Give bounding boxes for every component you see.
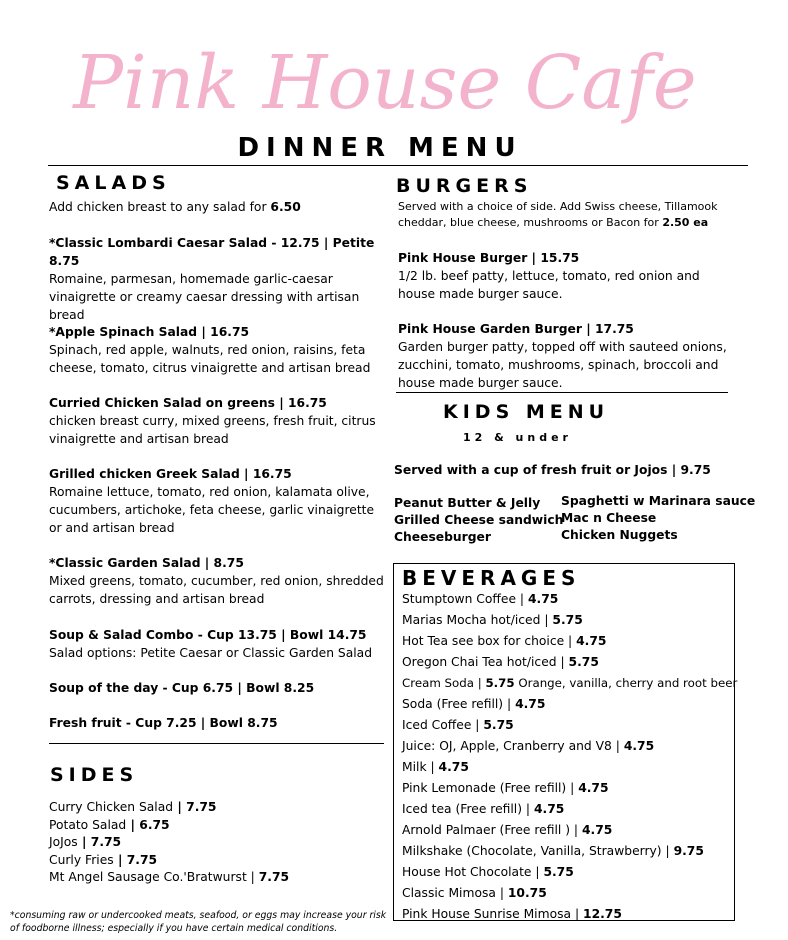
beverage-item: Milk | 4.75 [402, 760, 469, 774]
side-item: JoJos | 7.75 [49, 835, 122, 849]
burger-desc: Garden burger patty, topped off with sauteed onions, zucchini, tomato, mushrooms, spinach, broccoli and house made burger sauce. [398, 340, 727, 390]
salad-item [49, 554, 384, 608]
salad-name: *Classic Lombardi Caesar Salad - 12.75 | Petite 8.75 [49, 236, 375, 268]
salads-divider [49, 743, 384, 744]
side-item: Curry Chicken Salad | 7.75 [49, 800, 217, 814]
beverage-item: Hot Tea see box for choice | 4.75 [402, 634, 607, 648]
beverage-item: Pink Lemonade (Free refill) | 4.75 [402, 781, 609, 795]
salad-item [49, 626, 384, 662]
beverage-item: Soda (Free refill) | 4.75 [402, 697, 546, 711]
side-item: Potato Salad | 6.75 [49, 817, 170, 832]
salad-name: *Classic Garden Salad | 8.75 [49, 556, 244, 570]
cafe-logo [0, 0, 788, 140]
kids-heading: KIDS MENU [443, 401, 610, 423]
title-divider [48, 165, 748, 166]
salad-item [49, 394, 384, 448]
beverage-item: Iced tea (Free refill) | 4.75 [402, 802, 565, 816]
side-item: Curly Fries | 7.75 [49, 852, 158, 867]
burger-name: Pink House Garden Burger | 17.75 [398, 322, 634, 336]
salad-desc: Salad options: Petite Caesar or Classic Garden Salad [49, 646, 373, 660]
kids-age: 12 & under [463, 431, 572, 444]
salad-item [49, 234, 384, 324]
beverage-item: Juice: OJ, Apple, Cranberry and V8 | 4.75 [402, 739, 655, 753]
kids-list-right [561, 493, 755, 544]
salad-desc: chicken breast curry, mixed greens, fresh fruit, citrus vinaigrette and artisan bread [49, 414, 376, 446]
salad-name: Curried Chicken Salad on greens | 16.75 [49, 396, 327, 410]
salad-desc: Romaine, parmesan, homemade garlic-caesar vinaigrette or creamy caesar dressing with artisan bread [49, 272, 360, 322]
kids-item: Peanut Butter & Jelly [394, 496, 541, 510]
burger-item [398, 249, 738, 303]
burger-name: Pink House Burger | 15.75 [398, 251, 580, 265]
beverage-item: Oregon Chai Tea hot/iced | 5.75 [402, 655, 599, 669]
salad-desc: Mixed greens, tomato, cucumber, red onion, shredded carrots, dressing and artisan bread [49, 574, 384, 606]
salad-name: Fresh fruit - Cup 7.25 | Bowl 8.75 [49, 716, 278, 730]
burgers-note: Served with a choice of side. Add Swiss cheese, Tillamook cheddar, blue cheese, mushrooms or Bacon for 2.50 ea [398, 200, 718, 229]
burger-desc: 1/2 lb. beef patty, lettuce, tomato, red onion and house made burger sauce. [398, 269, 700, 301]
logo-text: Pink House Cafe [73, 40, 697, 126]
beverage-item: Milkshake (Chocolate, Vanilla, Strawberry) | 9.75 [402, 844, 704, 858]
beverage-item: Cream Soda | 5.75 Orange, vanilla, cherry and root beer [402, 676, 738, 690]
salad-item [49, 465, 384, 537]
sides-heading: SIDES [50, 764, 139, 786]
salad-item [49, 679, 384, 697]
salad-name: Soup of the day - Cup 6.75 | Bowl 8.25 [49, 681, 315, 695]
beverage-item: House Hot Chocolate | 5.75 [402, 865, 574, 879]
kids-item: Grilled Cheese sandwich [394, 513, 564, 527]
beverages-box [393, 563, 738, 921]
salad-item [49, 714, 384, 732]
salad-desc: Romaine lettuce, tomato, red onion, kalamata olive, cucumbers, artichoke, feta cheese, garlic vinaigrette or and artisan bread [49, 485, 375, 535]
kids-note: Served with a cup of fresh fruit or Jojos | 9.75 [394, 463, 711, 477]
salad-item [49, 323, 384, 377]
beverage-item: Classic Mimosa | 10.75 [402, 886, 547, 900]
salad-name: Grilled chicken Greek Salad | 16.75 [49, 467, 292, 481]
salads-note: Add chicken breast to any salad for 6.50 [49, 200, 301, 214]
beverage-item: Stumptown Coffee | 4.75 [402, 592, 559, 606]
salad-name: Soup & Salad Combo - Cup 13.75 | Bowl 14.75 [49, 628, 367, 642]
beverage-item: Iced Coffee | 5.75 [402, 718, 514, 732]
beverages-heading: BEVERAGES [402, 566, 581, 590]
kids-item: Mac n Cheese [561, 511, 657, 525]
salad-desc: Spinach, red apple, walnuts, red onion, raisins, feta cheese, tomato, citrus vinaigrette and artisan bread [49, 343, 371, 375]
kids-item: Cheeseburger [394, 530, 491, 544]
salad-name: *Apple Spinach Salad | 16.75 [49, 325, 250, 339]
beverage-item: Pink House Sunrise Mimosa | 12.75 [402, 907, 622, 921]
menu-title: DINNER MENU [237, 133, 523, 163]
burger-item [398, 320, 738, 392]
side-item: Mt Angel Sausage Co.'Bratwurst | 7.75 [49, 870, 290, 884]
salads-heading: SALADS [56, 172, 171, 194]
beverage-item: Arnold Palmaer (Free refill ) | 4.75 [402, 823, 613, 837]
sides-list [49, 799, 289, 887]
logo-script [0, 0, 788, 140]
kids-item: Chicken Nuggets [561, 528, 678, 542]
kids-list-left [394, 495, 563, 546]
kids-item: Spaghetti w Marinara sauce [561, 494, 756, 508]
burgers-heading: BURGERS [396, 175, 533, 197]
burgers-divider [396, 392, 728, 393]
raw-food-disclaimer: *consuming raw or undercooked meats, seafood, or eggs may increase your risk of foodborne illness; especially if you have certain medical conditions. [10, 910, 387, 934]
beverage-item: Marias Mocha hot/iced | 5.75 [402, 613, 583, 627]
